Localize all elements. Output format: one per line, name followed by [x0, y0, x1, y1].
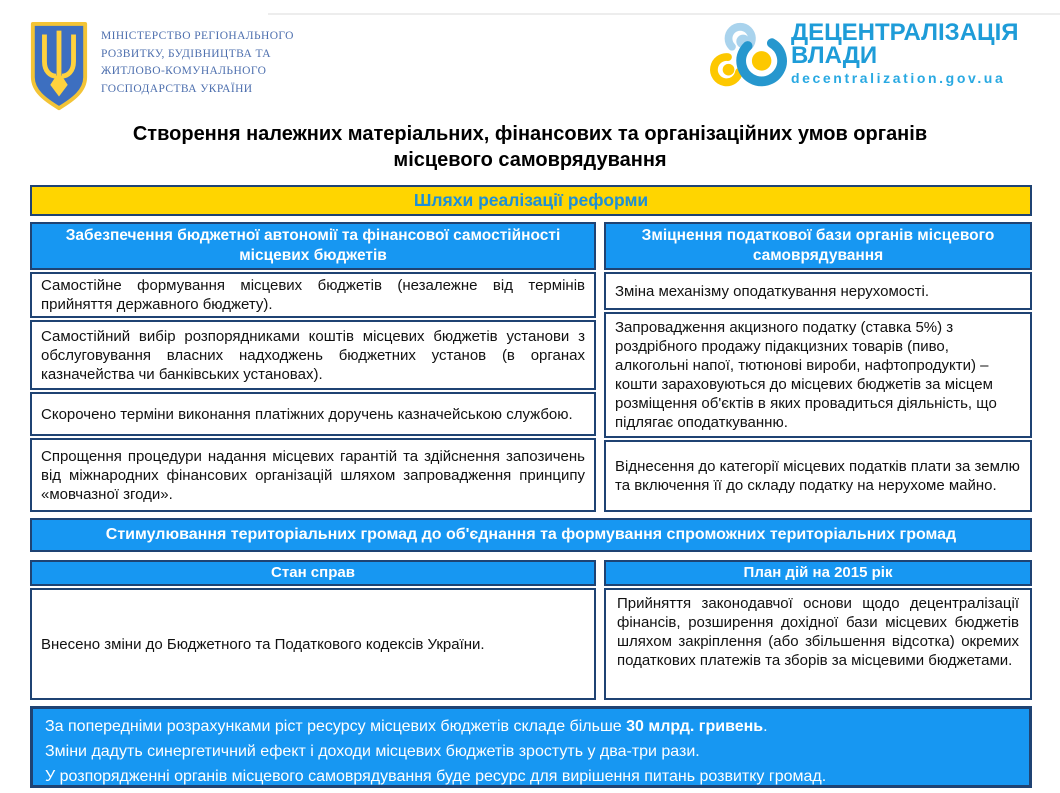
list-item-text: Віднесення до категорії місцевих податків плати за землю та включення її до складу податку на нерухоме майно. — [615, 458, 1020, 494]
ministry-name-line: ГОСПОДАРСТВА УКРАЇНИ — [101, 82, 253, 95]
footer-line-1-highlight: 30 млрд. гривень — [626, 718, 764, 735]
budget-autonomy-column — [30, 222, 596, 512]
list-item — [30, 438, 596, 512]
plan-2015-column — [604, 560, 1032, 700]
decentralization-logo — [708, 20, 1018, 99]
ministry-name-line: ЖИТЛОВО-КОМУНАЛЬНОГО — [101, 65, 267, 77]
brand-url: decentralization.gov.ua — [791, 70, 1006, 86]
reform-ways-section — [30, 222, 1032, 512]
status-header: Стан справ — [30, 560, 596, 586]
budget-autonomy-header: Забезпечення бюджетної автономії та фінансової самостійності місцевих бюджетів — [30, 222, 596, 270]
status-column — [30, 560, 596, 700]
ministry-name — [101, 20, 294, 98]
list-item-text: Запровадження акцизного податку (ставка 5%) з роздрібного продажу підакцизних товарів (пиво, алкогольні напої, тютюнові вироби, нафтопродукти) – кошти зараховуються до місцевих бюджетів за місцем розміщення об'єктів в яких провадиться діяльність, що підлягає оподаткуванню. — [615, 319, 997, 431]
stimulus-section — [30, 560, 1032, 700]
ministry-name-line: РОЗВИТКУ, БУДІВНИЦТВА ТА — [101, 47, 272, 60]
ukraine-trident-shield-icon — [28, 20, 90, 118]
communities-stimulus-banner: Стимулювання територіальних громад до об'єднання та формування спроможних територіальних громад — [30, 518, 1032, 552]
list-item — [30, 320, 596, 390]
footer-line-2: Зміни дадуть синергетичний ефект і доходи місцевих бюджетів зростуть у два-три рази. — [45, 743, 700, 760]
footer-line-1-prefix: За попередніми розрахунками ріст ресурсу місцевих бюджетів складе більше — [45, 718, 627, 735]
page-title: Створення належних матеріальних, фінансових та організаційних умов органів місцевого самоврядування — [132, 123, 928, 171]
list-item — [30, 392, 596, 436]
brand-text — [791, 20, 1018, 86]
list-item — [30, 272, 596, 318]
page-title-wrap — [0, 121, 1060, 173]
footer-line-1-suffix: . — [763, 718, 768, 735]
list-item-text: Самостійне формування місцевих бюджетів (незалежне від термінів прийняття державного бюджету). — [41, 277, 585, 313]
plan-2015-content-cell — [604, 588, 1032, 700]
footer-note — [30, 706, 1032, 788]
list-item-text: Спрощення процедури надання місцевих гарантій та здійснення запозичень від міжнародних фінансових організацій шляхом запровадження принципу «мовчазної згоди». — [41, 447, 585, 503]
brand-subtitle: ВЛАДИ — [791, 42, 878, 69]
list-item — [604, 272, 1032, 310]
list-item — [604, 440, 1032, 512]
footer-line-1 — [45, 714, 1017, 739]
footer-line-3: У розпорядженні органів місцевого самоврядування буде ресурс для вирішення питань розвитку громад. — [45, 768, 827, 785]
plan-2015-header: План дій на 2015 рік — [604, 560, 1032, 586]
decentralization-circles-icon — [708, 20, 788, 99]
list-item — [604, 312, 1032, 438]
status-content-cell — [30, 588, 596, 700]
ministry-name-line: МІНІСТЕРСТВО РЕГІОНАЛЬНОГО — [101, 30, 294, 42]
reform-ways-banner: Шляхи реалізації реформи — [30, 185, 1032, 216]
tax-base-header: Зміцнення податкової бази органів місцевого самоврядування — [604, 222, 1032, 270]
brand-title: ДЕЦЕНТРАЛІЗАЦІЯ — [791, 19, 1019, 46]
list-item-text: Скорочено терміни виконання платіжних доручень казначейською службою. — [41, 405, 573, 423]
ministry-logo — [28, 20, 294, 118]
top-divider-line — [268, 13, 1060, 15]
plan-2015-content-text: Прийняття законодавчої основи щодо децентралізації фінансів, розширення дохідної бази місцевих бюджетів шляхом закріплення (або збільшення відсотка) окремих податкових платежів та зборів за місцевими бюджетами. — [617, 595, 1019, 669]
tax-base-column — [604, 222, 1032, 512]
list-item-text: Самостійний вибір розпорядниками коштів місцевих бюджетів установи з обслуговування власних надходжень бюджетних установ (в органах казначейства чи банківських установах). — [41, 327, 585, 383]
status-content-text: Внесено зміни до Бюджетного та Податкового кодексів України. — [41, 635, 485, 653]
list-item-text: Зміна механізму оподаткування нерухомості. — [615, 282, 929, 300]
